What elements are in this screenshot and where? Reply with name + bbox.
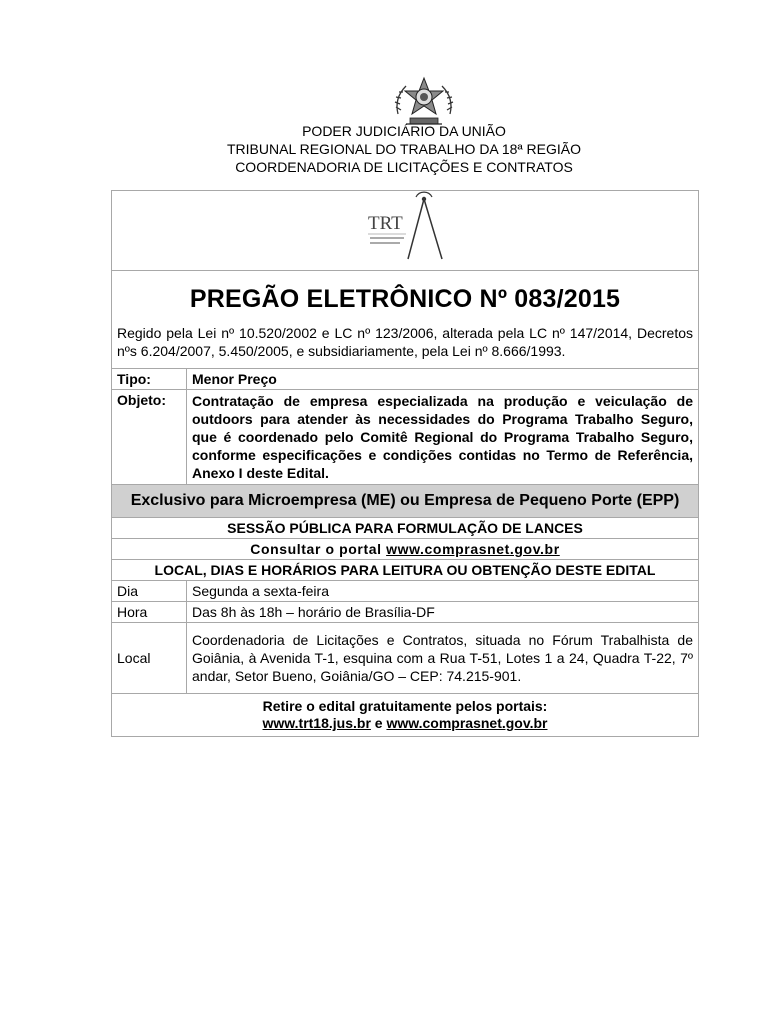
objeto-label: Objeto: bbox=[112, 390, 187, 485]
trt-compass-logo-icon bbox=[350, 191, 460, 267]
trt-logo-text: TRT bbox=[368, 213, 403, 234]
objeto-value: Contratação de empresa especializada na produção e veiculação de outdoors para atender às necessidades do Programa Trabalho Seguro, que é coordenado pelo Comitê Regional do Programa Trabalho Seguro, conforme especificações e condições contidas no Termo de Referência, Anexo I deste Edital. bbox=[187, 390, 699, 485]
retire-connector: e bbox=[370, 715, 387, 731]
dia-value: Segunda a sexta-feira bbox=[187, 581, 699, 602]
title-cell bbox=[112, 271, 699, 319]
hora-value: Das 8h às 18h – horário de Brasília-DF bbox=[187, 602, 699, 623]
dia-label: Dia bbox=[112, 581, 187, 602]
header-line-tribunal: TRIBUNAL REGIONAL DO TRABALHO DA 18ª REGIÃO bbox=[227, 141, 581, 157]
retire-line: Retire o edital gratuitamente pelos portais: bbox=[262, 698, 548, 714]
hora-label: Hora bbox=[112, 602, 187, 623]
retire-edital bbox=[112, 694, 699, 737]
comprasnet-link-2[interactable]: www.comprasnet.gov.br bbox=[386, 715, 548, 731]
document-header bbox=[0, 122, 770, 176]
comprasnet-link[interactable]: www.comprasnet.gov.br bbox=[386, 541, 560, 557]
consult-prefix: Consultar o portal bbox=[250, 541, 387, 557]
header-line-poder-judiciario: PODER JUDICIÁRIO DA UNIÃO bbox=[302, 123, 506, 139]
edital-cover-table bbox=[111, 190, 699, 737]
legal-basis: Regido pela Lei nº 10.520/2002 e LC nº 123/2006, alterada pela LC nº 147/2014, Decretos nºs 6.204/2007, 5.450/2005, e subsidiariamente, pela Lei nº 8.666/1993. bbox=[112, 318, 699, 369]
logo-cell bbox=[112, 191, 699, 271]
tipo-value: Menor Preço bbox=[187, 369, 699, 390]
exclusive-notice: Exclusivo para Microempresa (ME) ou Empresa de Pequeno Porte (EPP) bbox=[112, 485, 699, 518]
page-title: PREGÃO ELETRÔNICO Nº 083/2015 bbox=[189, 285, 621, 313]
local-label: Local bbox=[112, 623, 187, 694]
local-heading: LOCAL, DIAS E HORÁRIOS PARA LEITURA OU OBTENÇÃO DESTE EDITAL bbox=[112, 560, 699, 581]
trt18-link[interactable]: www.trt18.jus.br bbox=[262, 715, 371, 731]
tipo-label: Tipo: bbox=[112, 369, 187, 390]
consult-portal bbox=[112, 539, 699, 560]
session-heading: SESSÃO PÚBLICA PARA FORMULAÇÃO DE LANCES bbox=[112, 518, 699, 539]
header-line-coordenadoria: COORDENADORIA DE LICITAÇÕES E CONTRATOS bbox=[235, 159, 573, 175]
local-value: Coordenadoria de Licitações e Contratos, situada no Fórum Trabalhista de Goiânia, à Avenida T-1, esquina com a Rua T-51, Lotes 1 a 24, Quadra T-22, 7º andar, Setor Bueno, Goiânia/GO – CEP: 74.215-901. bbox=[187, 623, 699, 694]
